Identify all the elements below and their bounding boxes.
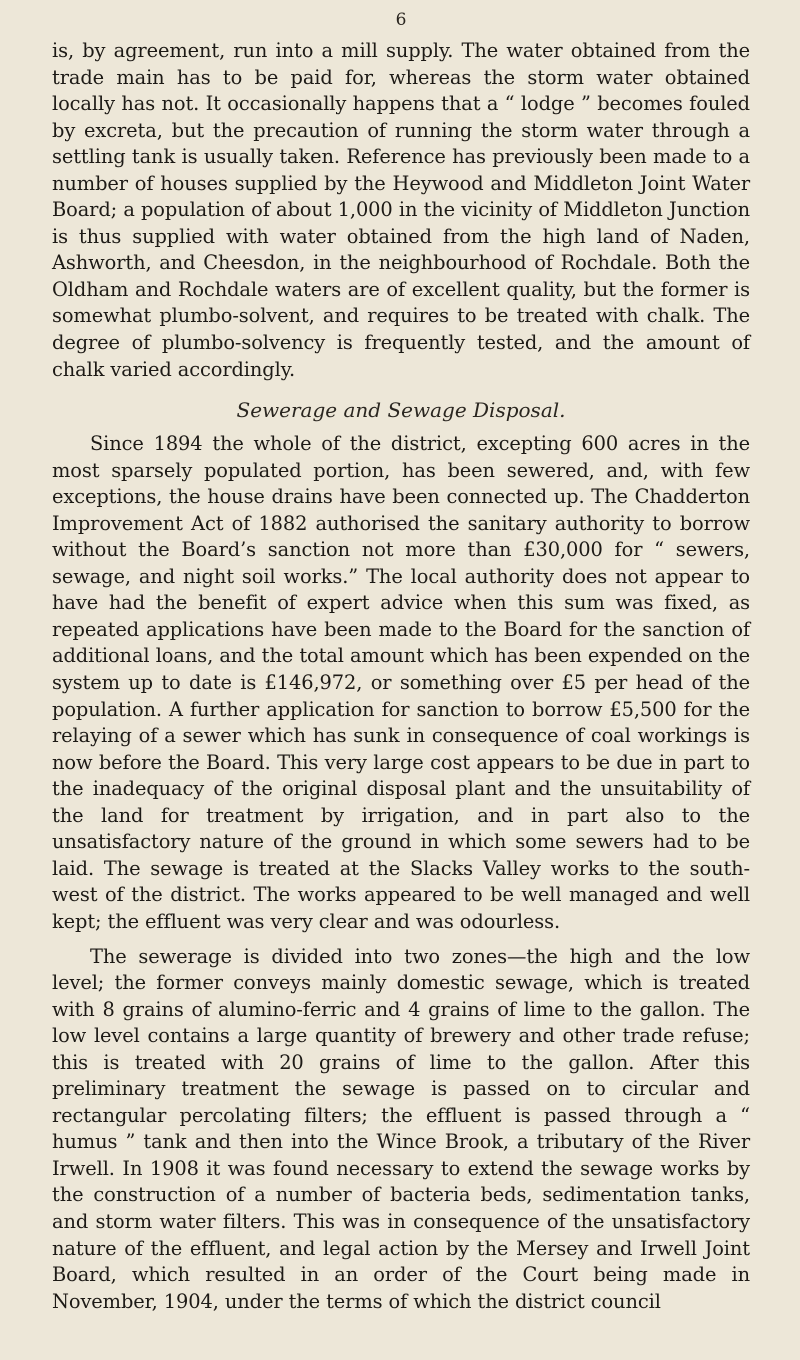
paragraph-gap [52, 936, 750, 944]
section-heading: Sewerage and Sewage Disposal. [236, 398, 566, 423]
page-number: 6 [395, 10, 407, 30]
paragraph-water-supply: is, by agreement, run into a mill supply. The water obtained from the trade main has to be paid for, whereas the storm water obtained locally has not. It occasionally happens that a “ lodge ” becomes fouled by excreta, but the precaution of running the storm water through a settling tank is usually taken. Reference has previously been made to a number of houses supplied by the Heywood and Middleton Joint Water Board; a population of about 1,000 in the vicinity of Middleton Junction is thus supplied with water obtained from the high land of Naden, Ashworth, and Cheesdon, in the neighbourhood of Rochdale. Both the Oldham and Rochdale waters are of excellent quality, but the former is somewhat plumbo-solvent, and requires to be treated with chalk. The degree of plumbo-solvency is frequently tested, and the amount of chalk varied accordingly. [52, 39, 750, 381]
paragraph-sewerage-history: Since 1894 the whole of the district, excepting 600 acres in the most sparsely populated portion, has been sewered, and, with few exceptions, the house drains have been connected up. The Chadderton Improvement Act of 1882 authorised the sanitary authority to borrow without the Board’s sanction not more than £30,000 for “ sewers, sewage, and night soil works.” The local authority does not appear to have had the benefit of expert advice when this sum was fixed, as repeated applications have been made to the Board for the sanction of additional loans, and the total amount which has been expended on the system up to date is £146,972, or something over £5 per head of the population. A further application for sanction to borrow £5,500 for the relaying of a sewer which has sunk in consequence of coal workings is now before the Board. This very large cost appears to be due in part to the inadequacy of the original disposal plant and the unsuitability of the land for treatment by irrigation, and in part also to the unsatisfactory nature of the ground in which some sewers had to be laid. The sewage is treated at the Slacks Valley works to the south-west of the district. The works appeared to be well managed and well kept; the effluent was very clear and was odourless. [52, 432, 750, 933]
paragraph-sewerage-zones: The sewerage is divided into two zones—the high and the low level; the former conveys mainly domestic sewage, which is treated with 8 grains of alumino-ferric and 4 grains of lime to the gallon. The low level contains a large quantity of brewery and other trade refuse; this is treated with 20 grains of lime to the gallon. After this preliminary treatment the sewage is passed on to circular and rectangular percolating filters; the effluent is passed through a “ humus ” tank and then into the Wince Brook, a tributary of the River Irwell. In 1908 it was found necessary to extend the sewage works by the construction of a number of bacteria beds, sedimentation tanks, and storm water filters. This was in consequence of the unsatisfactory nature of the effluent, and legal action by the Mersey and Irwell Joint Board, which resulted in an order of the Court being made in November, 1904, under the terms of which the district council [52, 944, 750, 1313]
